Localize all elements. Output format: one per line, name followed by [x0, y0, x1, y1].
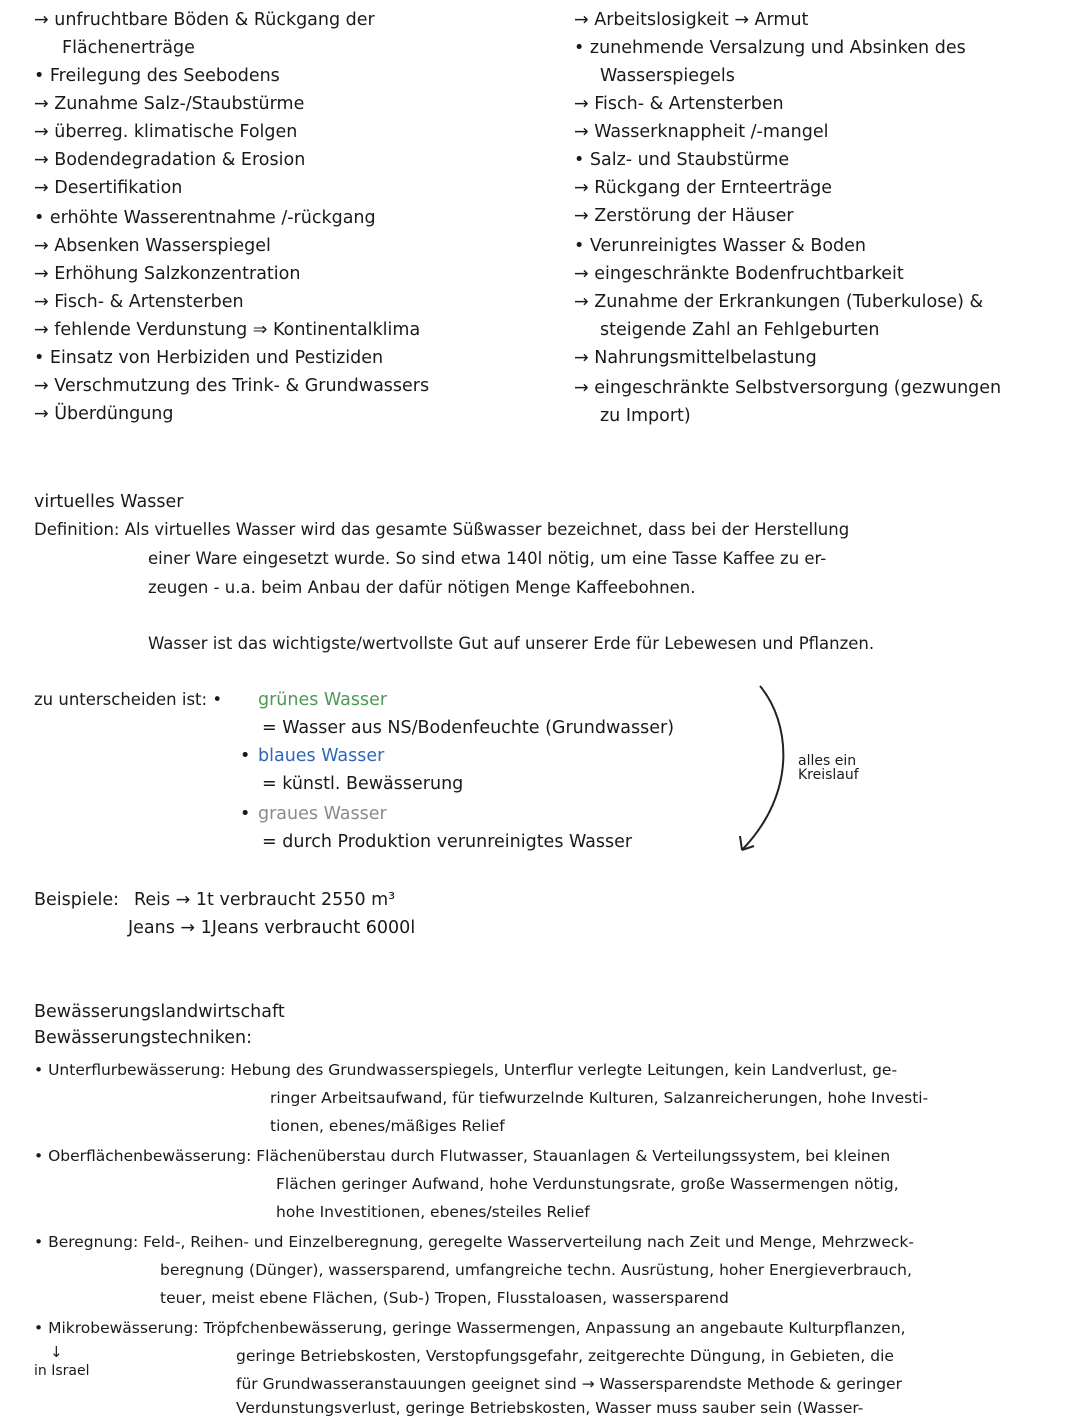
grey-water-desc: = durch Produktion verunreinigtes Wasser	[262, 832, 633, 852]
note-line: → eingeschränkte Selbstversorgung (gezwungen	[574, 378, 1002, 398]
cycle-note: alles ein	[798, 753, 857, 769]
technique-line: geringe Betriebskosten, Verstopfungsgefahr, zeitgerechte Düngung, in Gebieten, die	[236, 1347, 894, 1365]
technique-line: ringer Arbeitsaufwand, für tiefwurzelnde Kulturen, Salzanreicherungen, hohe Investi-	[270, 1089, 929, 1107]
note-line: • Einsatz von Herbiziden und Pestiziden	[34, 348, 384, 368]
note-line: • Salz- und Staubstürme	[574, 150, 790, 170]
note-line: Flächenerträge	[62, 38, 195, 58]
technique-line: Flächen geringer Aufwand, hohe Verdunstungsrate, große Wassermengen nötig,	[276, 1175, 899, 1193]
technique-line: • Oberflächenbewässerung: Flächenüberstau durch Flutwasser, Stauanlagen & Verteilungssystem, bei kleinen	[34, 1147, 891, 1165]
example-item: Reis → 1t verbraucht 2550 m³	[134, 890, 396, 910]
technique-line: • Beregnung: Feld-, Reihen- und Einzelberegnung, geregelte Wasserverteilung nach Zeit und Menge, Mehrzweck-	[34, 1233, 914, 1251]
section-heading: virtuelles Wasser	[34, 492, 184, 512]
note-line: • erhöhte Wasserentnahme /-rückgang	[34, 208, 376, 228]
distinguish-label: zu unterscheiden ist: •	[34, 690, 223, 709]
note-line: → Absenken Wasserspiegel	[34, 236, 271, 256]
technique-line: tionen, ebenes/mäßiges Relief	[270, 1117, 505, 1135]
cycle-note: Kreislauf	[798, 767, 859, 783]
definition-line: Definition: Als virtuelles Wasser wird das gesamte Süßwasser bezeichnet, dass bei der Herstellung	[34, 520, 850, 539]
note-line: → Bodendegradation & Erosion	[34, 150, 306, 170]
note-line: → Fisch- & Artensterben	[574, 94, 784, 114]
note-line: → Zunahme der Erkrankungen (Tuberkulose) &	[574, 292, 984, 312]
definition-line: zeugen - u.a. beim Anbau der dafür nötigen Menge Kaffeebohnen.	[148, 578, 696, 597]
example-item: Jeans → 1Jeans verbraucht 6000l	[128, 918, 416, 938]
bullet: •	[240, 804, 251, 824]
bullet: •	[240, 746, 251, 766]
technique-line: Verdunstungsverlust, geringe Betriebskosten, Wasser muss sauber sein (Wasser-	[236, 1399, 864, 1417]
green-water-desc: = Wasser aus NS/Bodenfeuchte (Grundwasser)	[262, 718, 675, 738]
note-line: zu Import)	[600, 406, 691, 426]
note-line: → überreg. klimatische Folgen	[34, 122, 298, 142]
note-line: → Überdüngung	[34, 404, 174, 424]
blue-water-desc: = künstl. Bewässerung	[262, 774, 464, 794]
examples-label: Beispiele:	[34, 890, 120, 910]
technique-line: hohe Investitionen, ebenes/steiles Relief	[276, 1203, 590, 1221]
note-line: → Verschmutzung des Trink- & Grundwassers	[34, 376, 430, 396]
down-arrow-icon: ↓	[50, 1343, 63, 1361]
note-line: • zunehmende Versalzung und Absinken des	[574, 38, 966, 58]
note-line: → fehlende Verdunstung ⇒ Kontinentalklima	[34, 320, 421, 340]
note-line: → Desertifikation	[34, 178, 183, 198]
note-line: → Wasserknappheit /-mangel	[574, 122, 829, 142]
importance-statement: Wasser ist das wichtigste/wertvollste Gut auf unserer Erde für Lebewesen und Pflanzen.	[148, 634, 875, 653]
note-line: • Freilegung des Seebodens	[34, 66, 280, 86]
technique-line: • Mikrobewässerung: Tröpfchenbewässerung, geringe Wassermengen, Anpassung an angebaute Kulturpflanzen,	[34, 1319, 906, 1337]
note-line: → Arbeitslosigkeit → Armut	[574, 10, 809, 30]
note-line: → unfruchtbare Böden & Rückgang der	[34, 10, 375, 30]
note-line: → Nahrungsmittelbelastung	[574, 348, 817, 368]
cycle-arc-icon	[720, 682, 810, 862]
note-line: • Verunreinigtes Wasser & Boden	[574, 236, 867, 256]
grey-water-title: graues Wasser	[258, 804, 387, 824]
note-line: → Fisch- & Artensterben	[34, 292, 244, 312]
technique-line: für Grundwasseranstauungen geeignet sind → Wassersparendste Methode & geringer	[236, 1375, 902, 1393]
blue-water-title: blaues Wasser	[258, 746, 385, 766]
technique-line: • Unterflurbewässerung: Hebung des Grundwasserspiegels, Unterflur verlegte Leitungen, kein Landverlust, ge-	[34, 1061, 898, 1079]
note-line: → Zerstörung der Häuser	[574, 206, 794, 226]
technique-line: beregnung (Dünger), wassersparend, umfangreiche techn. Ausrüstung, hoher Energieverbrauch,	[160, 1261, 912, 1279]
section-heading: Bewässerungslandwirtschaft	[34, 1002, 285, 1022]
definition-line: einer Ware eingesetzt wurde. So sind etwa 140l nötig, um eine Tasse Kaffee zu er-	[148, 549, 827, 568]
side-note: in Israel	[34, 1363, 90, 1379]
section-subheading: Bewässerungstechniken:	[34, 1028, 252, 1048]
note-line: Wasserspiegels	[600, 66, 735, 86]
note-line: → Rückgang der Ernteerträge	[574, 178, 832, 198]
note-line: → eingeschränkte Bodenfruchtbarkeit	[574, 264, 904, 284]
technique-line: teuer, meist ebene Flächen, (Sub-) Tropen, Flusstaloasen, wassersparend	[160, 1289, 729, 1307]
note-line: → Erhöhung Salzkonzentration	[34, 264, 301, 284]
note-line: → Zunahme Salz-/Staubstürme	[34, 94, 305, 114]
note-line: steigende Zahl an Fehlgeburten	[600, 320, 880, 340]
green-water-title: grünes Wasser	[258, 690, 388, 710]
